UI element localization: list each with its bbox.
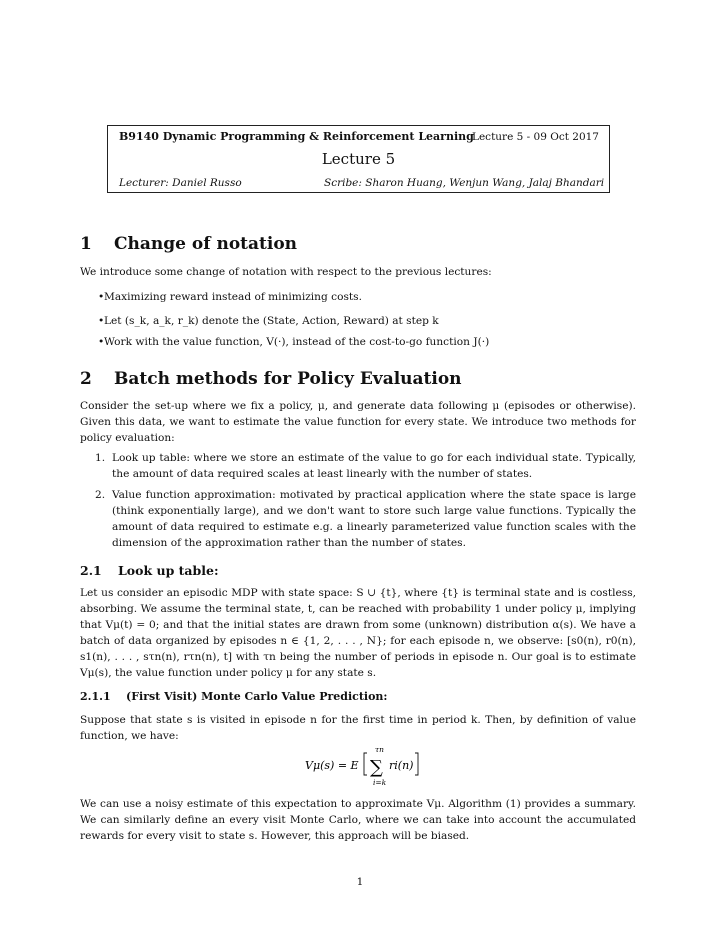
lecture-title: Lecture 5 [321, 150, 396, 168]
lecture-header-box [107, 125, 610, 193]
bullet-item: • Let (s_k, a_k, r_k) denote the (State, Action, Reward) at step k [104, 313, 634, 329]
equation-lhs: Vμ(s) = E [305, 759, 359, 772]
enum-item [95, 487, 636, 551]
lecturer-name: Lecturer: Daniel Russo [119, 177, 242, 189]
section-title: Change of notation [114, 234, 298, 254]
subsection-2-1-body: Let us consider an episodic MDP with state space: S ∪ {t}, where {t} is terminal state and is costless, absorbing. We assume the terminal state, t, can be reached with probability 1 under policy μ, implying that Vμ(t) = 0; and that the initial states are drawn from some (unknown) distribution α(s). We have a batch of data organized by episodes n ∈ {1, 2, . . . , N}; for each episode n, we observe: [s0(n), r0(n), s1(n), . . . , sτn(n), rτn(n), t] with τn being the number of periods in episode n. Our goal is to estimate Vμ(s), the value function under policy μ for any state s. [80, 587, 636, 679]
section-title: Look up table: [118, 563, 219, 578]
scribe-names: Scribe: Sharon Huang, Wenjun Wang, Jalaj Bhandari [324, 177, 605, 189]
sum-lower-limit: i=k [373, 778, 387, 787]
section-title: Batch methods for Policy Evaluation [114, 369, 462, 389]
section-1-heading [80, 234, 297, 254]
subsubsection-2-1-1-body: Suppose that state s is visited in episode n for the first time in period k. Then, by definition of value function, we have: [80, 714, 636, 742]
right-bracket-icon [415, 753, 418, 775]
subsubsection-2-1-1-heading [80, 690, 388, 703]
subsubsection-2-1-1-conclusion: We can use a noisy estimate of this expectation to approximate Vμ. Algorithm (1) provides a summary. We can similarly define an every visit Monte Carlo, where we can take into account the accumulated rewards for every visit to state s. However, this approach will be biased. [80, 798, 636, 842]
equation-term: ri(n) [389, 759, 414, 772]
enum-text: Look up table: where we store an estimate of the value to go for each individual state. Typically, the amount of data required scales at least linearly with the number of states. [112, 452, 636, 480]
enum-item [95, 450, 636, 482]
section-title: (First Visit) Monte Carlo Value Prediction: [126, 690, 388, 703]
section-number: 2 [80, 369, 92, 389]
subsection-2-1-heading [80, 563, 219, 578]
summation-icon: ∑ [370, 757, 383, 778]
enum-label: 1. [95, 452, 106, 464]
section-1-intro: We introduce some change of notation with respect to the previous lectures: [80, 266, 492, 278]
bullet-item: • Maximizing reward instead of minimizing costs. [104, 289, 634, 305]
section-2-intro: Consider the set-up where we fix a policy, μ, and generate data following μ (episodes or otherwise). Given this data, we want to estimate the value function for every state. We introduce two methods for policy evaluation: [80, 400, 636, 444]
section-number: 2.1.1 [80, 690, 111, 703]
left-bracket-icon [364, 753, 367, 775]
section-2-heading [80, 369, 462, 389]
section-number: 1 [80, 234, 92, 254]
course-title: B9140 Dynamic Programming & Reinforcement Learning [119, 130, 474, 143]
bullet-item: • Work with the value function, V(·), instead of the cost-to-go function J(·) [104, 334, 634, 350]
enum-text: Value function approximation: motivated by practical application where the state space is large (think exponentially large), and we don't want to store such large value functions. Typically the amount of data required to estimate e.g. a linearly parameterized value function scales with the dimension of the approximation rather than the number of states. [112, 489, 636, 549]
value-function-equation [305, 744, 425, 788]
section-number: 2.1 [80, 563, 102, 578]
lecture-date: Lecture 5 - 09 Oct 2017 [472, 131, 599, 143]
page-number: 1 [356, 876, 364, 888]
sum-upper-limit: τn [375, 745, 384, 754]
enum-label: 2. [95, 489, 106, 501]
